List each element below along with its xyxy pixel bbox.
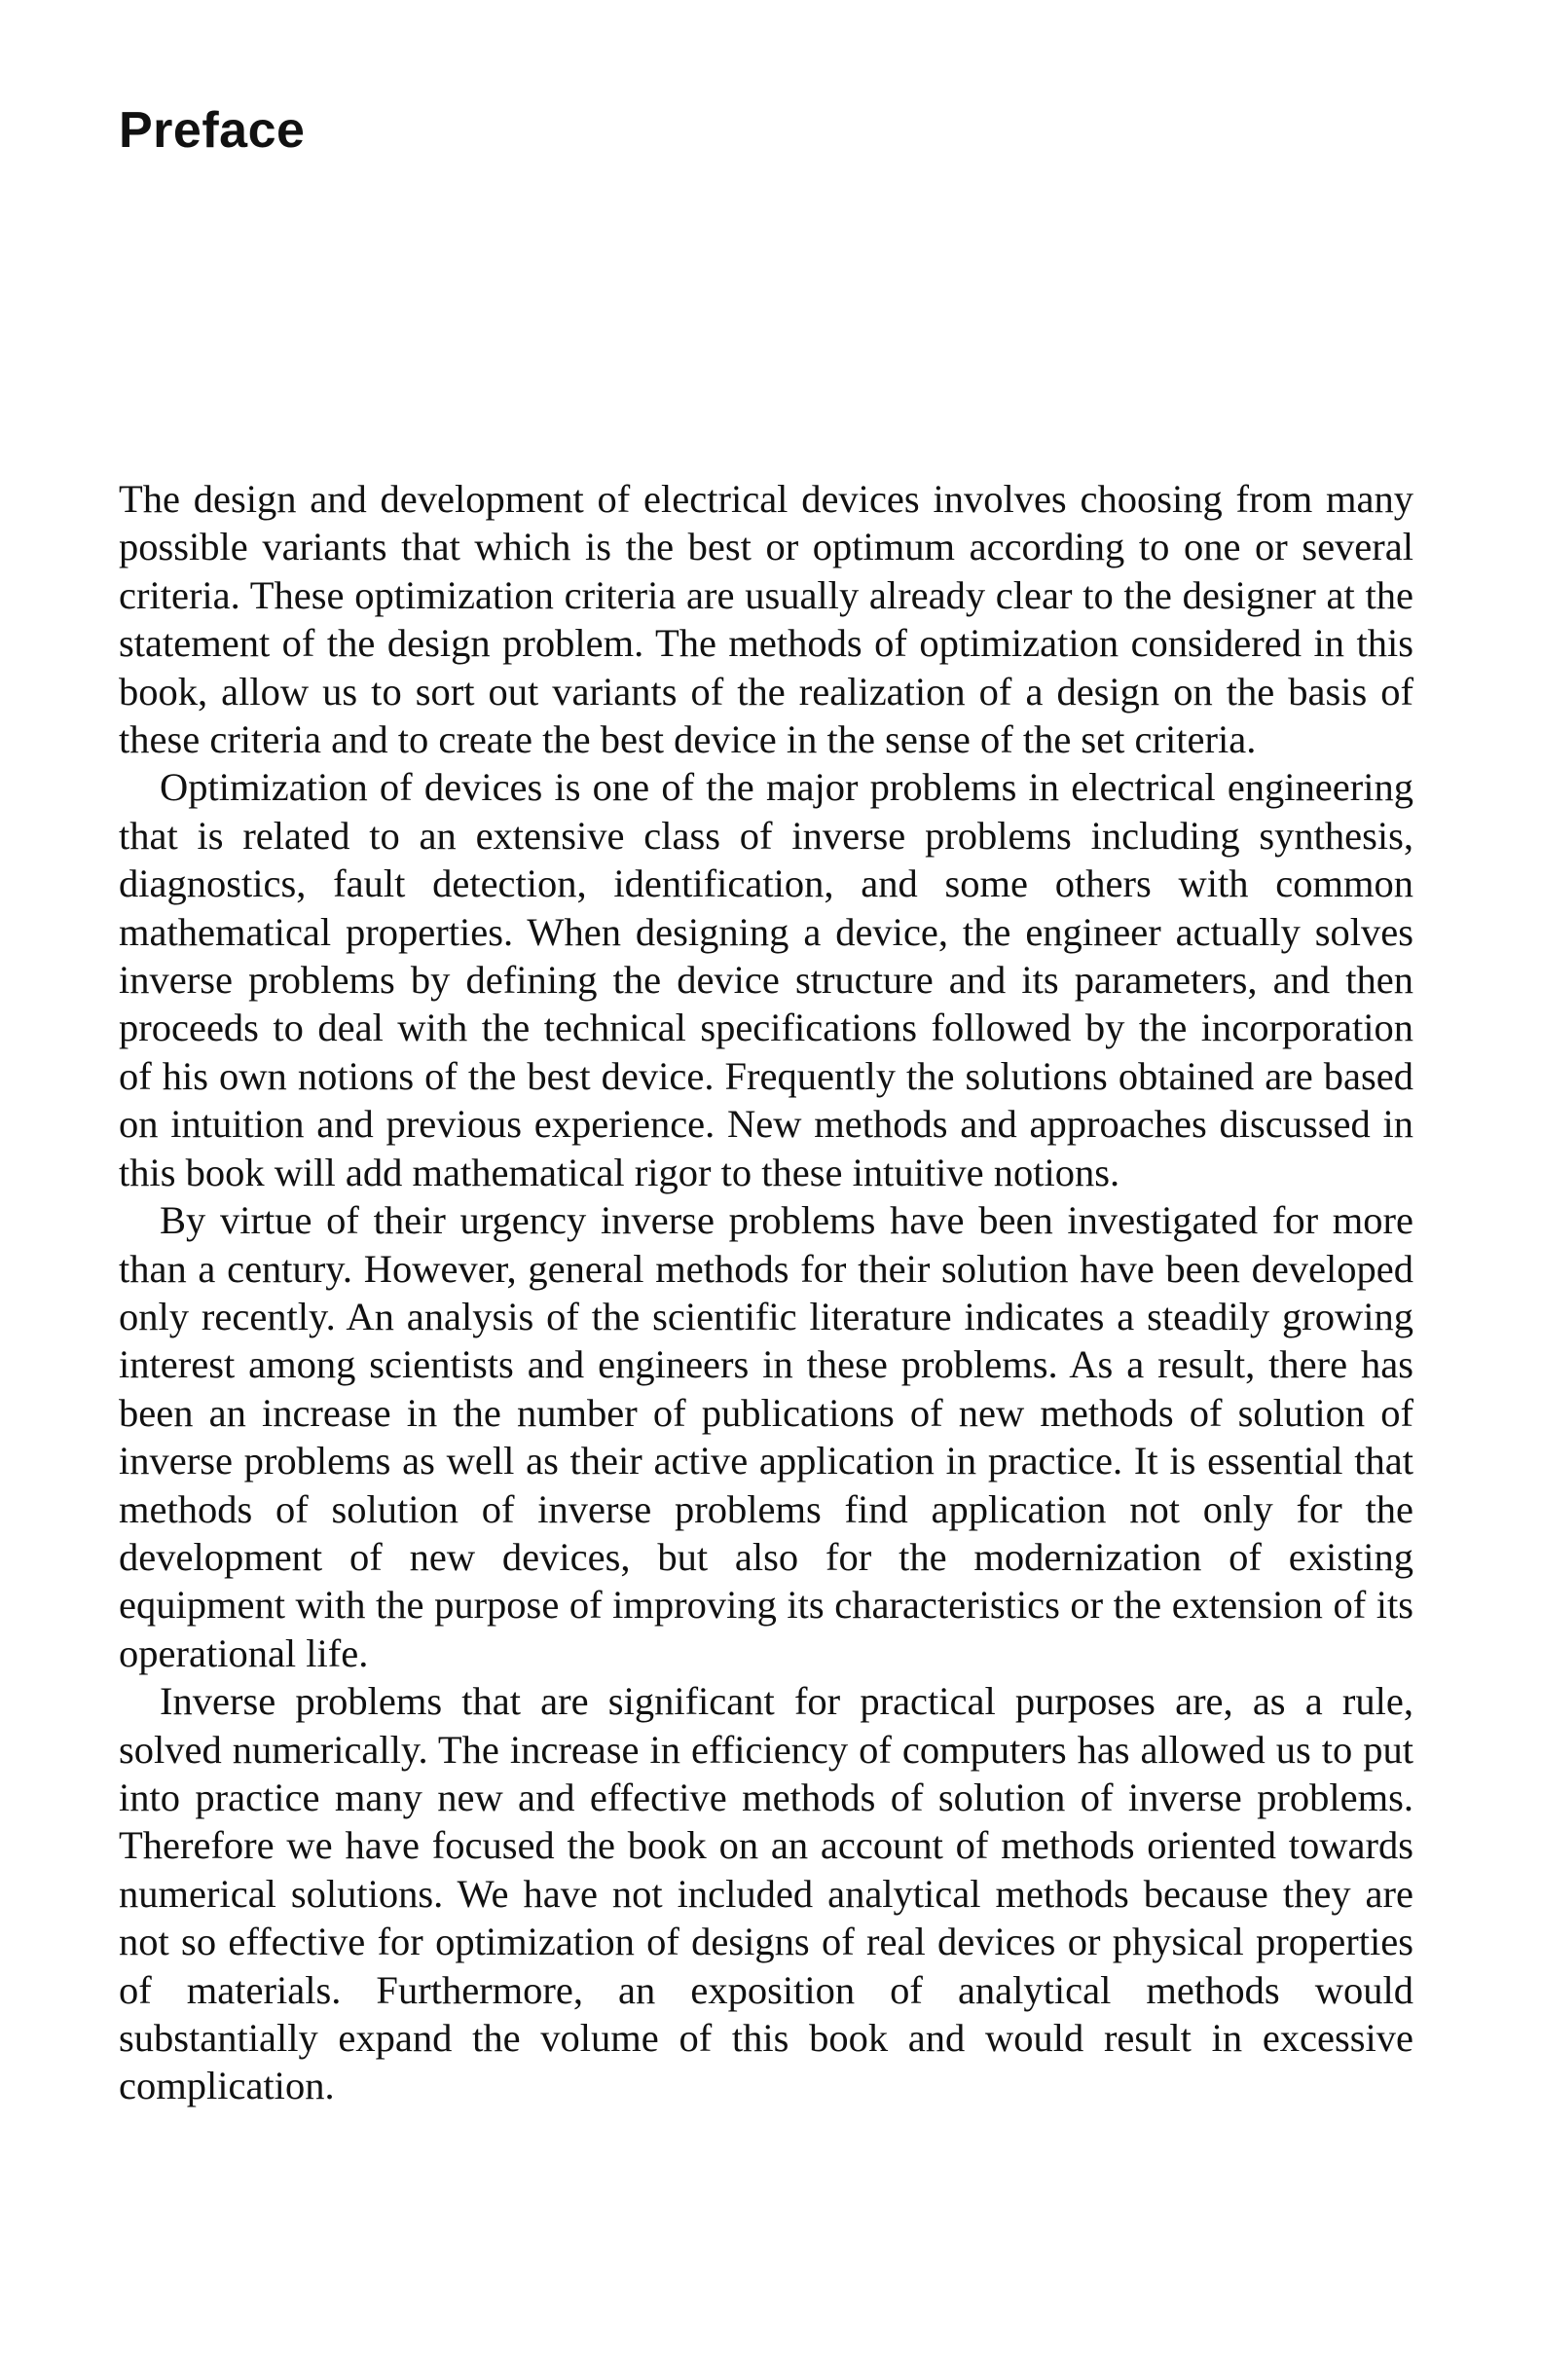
page-title: Preface — [119, 102, 306, 159]
paragraph: By virtue of their urgency inverse problems have been investigated for more than a century. However, general methods for their solution have been developed only recently. An analysis of the scientific literature indicates a steadily growing interest among scientists and engineers in these problems. As a result, there has been an increase in the number of publications of new methods of solution of inverse problems as well as their active application in practice. It is essential that methods of solution of inverse problems find application not only for the development of new devices, but also for the modernization of existing equipment with the purpose of improving its characteristics or the extension of its operational life. — [119, 1198, 1413, 1675]
paragraph: Optimization of devices is one of the major problems in electrical engineering that is related to an extensive class of inverse problems including synthesis, diagnostics, fault detection, identification, and some others with common mathematical properties. When designing a device, the engineer actually solves inverse problems by defining the device structure and its parameters, and then proceeds to deal with the technical specifications followed by the incorporation of his own notions of the best device. Frequently the solutions obtained are based on intuition and previous experience. New methods and approaches discussed in this book will add mathematical rigor to these intuitive notions. — [119, 765, 1413, 1194]
body-text — [119, 475, 1413, 2110]
paragraph: The design and development of electrical devices involves choosing from many possible variants that which is the best or optimum according to one or several criteria. These optimization criteria are usually already clear to the designer at the statement of the design problem. The methods of optimization considered in this book, allow us to sort out variants of the realization of a design on the basis of these criteria and to create the best device in the sense of the set criteria. — [119, 477, 1413, 762]
paragraph: Inverse problems that are significant for practical purposes are, as a rule, solved numerically. The increase in efficiency of computers has allowed us to put into practice many new and effective methods of solution of inverse problems. Therefore we have focused the book on an account of methods oriented towards numerical solutions. We have not included analytical methods because they are not so effective for optimization of designs of real devices or physical properties of materials. Furthermore, an exposition of analytical methods would substantially expand the volume of this book and would result in excessive complication. — [119, 1679, 1413, 2108]
